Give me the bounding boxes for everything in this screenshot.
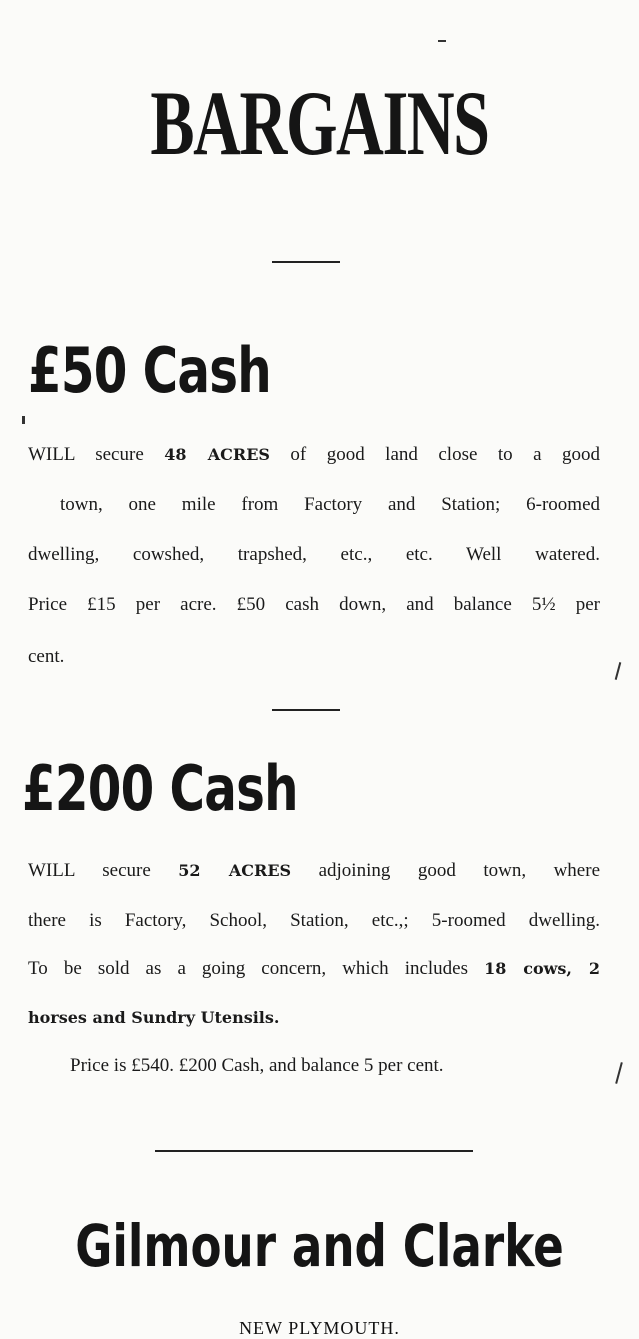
offer-2-line-1: [28, 860, 600, 882]
offer-2-horses: horses and Sundry Utensils.: [28, 1008, 280, 1027]
firm-location: NEW PLYMOUTH.: [239, 1318, 400, 1338]
divider-short-2: [272, 709, 340, 711]
offer-1-line-2: [60, 494, 600, 516]
offer-1-line-2-text: town, one mile from Factory and Station; 6-roomed: [60, 494, 600, 515]
ink-speck: [438, 40, 446, 42]
offer-2-cows: 18 cows, 2: [484, 959, 600, 978]
divider-long: [155, 1150, 473, 1152]
offer-2-line-5: [70, 1055, 444, 1077]
offer-2-line-3-pre: To be sold as a going concern, which includes: [28, 958, 485, 979]
ink-speck: [615, 662, 622, 680]
offer-1-line-5: [28, 646, 64, 668]
offer-2-line-1-post: adjoining good town, where: [291, 860, 601, 881]
offer-1-line-1: [28, 444, 600, 466]
offer-1-line-4: [28, 594, 600, 616]
offer-1-line-5-text: cent.: [28, 646, 65, 667]
offer-2-price: Price is £540. £200 Cash, and balance 5 per cent.: [70, 1055, 444, 1076]
offer-2-line-4: [28, 1007, 279, 1029]
offer-1-acres: 48 ACRES: [164, 445, 270, 464]
offer-1-line-1-pre: WILL secure: [28, 444, 165, 465]
offer-2-acres: 52 ACRES: [178, 861, 292, 880]
divider-short-1: [272, 261, 340, 263]
firm-name: Gilmour and Clarke: [75, 1212, 564, 1280]
offer-1-line-3-text: dwelling, cowshed, trapshed, etc., etc. Well watered.: [28, 544, 600, 565]
ink-speck: [22, 416, 25, 424]
offer-2-line-3: [28, 958, 600, 980]
offer-1-line-4-text: Price £15 per acre. £50 cash down, and balance 5½ per: [28, 594, 600, 615]
ink-speck: [615, 1062, 623, 1084]
offer-2-line-2-text: there is Factory, School, Station, etc.,; 5-roomed dwelling.: [28, 910, 600, 931]
headline: BARGAINS: [150, 72, 489, 174]
offer-1-line-3: [28, 544, 600, 566]
offer-1-heading: £50 Cash: [28, 334, 271, 407]
offer-2-line-1-pre: WILL secure: [28, 860, 179, 881]
offer-2-heading: £200 Cash: [22, 752, 298, 825]
offer-2-line-2: [28, 910, 600, 932]
offer-1-line-1-post: of good land close to a good: [269, 444, 600, 465]
